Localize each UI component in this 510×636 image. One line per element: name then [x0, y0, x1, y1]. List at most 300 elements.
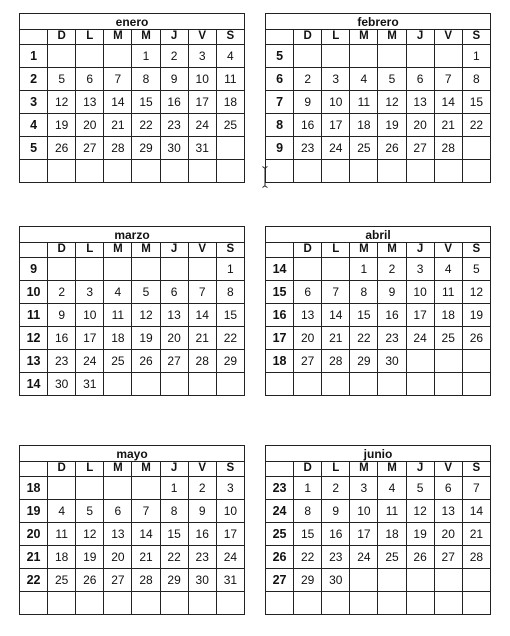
day-cell — [216, 592, 244, 615]
week-row — [266, 258, 491, 281]
week-number: 27 — [266, 569, 294, 592]
week-row — [20, 327, 245, 350]
weekday-header: L — [76, 243, 104, 258]
day-cell: 8 — [132, 68, 160, 91]
day-cell — [188, 373, 216, 396]
weekday-header: L — [322, 462, 350, 477]
week-row — [20, 160, 245, 183]
day-cell: 5 — [132, 281, 160, 304]
day-cell: 7 — [132, 500, 160, 523]
weekday-header: V — [434, 30, 462, 45]
day-cell: 26 — [462, 327, 490, 350]
day-cell — [188, 258, 216, 281]
month-title: abril — [266, 227, 491, 243]
week-row — [266, 373, 491, 396]
day-cell: 19 — [462, 304, 490, 327]
weekday-header: J — [160, 30, 188, 45]
week-number: 2 — [20, 68, 48, 91]
day-cell: 5 — [406, 477, 434, 500]
day-cell: 12 — [378, 91, 406, 114]
day-cell: 23 — [48, 350, 76, 373]
week-number — [266, 160, 294, 183]
day-cell — [350, 45, 378, 68]
day-cell: 6 — [294, 281, 322, 304]
day-cell: 2 — [188, 477, 216, 500]
day-cell — [216, 373, 244, 396]
week-row — [266, 350, 491, 373]
day-cell: 18 — [350, 114, 378, 137]
day-cell: 11 — [216, 68, 244, 91]
day-cell — [104, 373, 132, 396]
day-cell: 4 — [378, 477, 406, 500]
week-row — [266, 592, 491, 615]
day-cell — [48, 160, 76, 183]
day-cell: 17 — [322, 114, 350, 137]
weekday-header: J — [160, 462, 188, 477]
weekday-header: D — [294, 462, 322, 477]
weekday-header: M — [132, 30, 160, 45]
day-cell: 22 — [294, 546, 322, 569]
day-cell: 25 — [378, 546, 406, 569]
week-number: 18 — [266, 350, 294, 373]
weekday-header: M — [104, 30, 132, 45]
day-cell: 27 — [434, 546, 462, 569]
day-cell: 30 — [160, 137, 188, 160]
day-cell: 11 — [350, 91, 378, 114]
day-cell: 13 — [406, 91, 434, 114]
day-cell: 9 — [188, 500, 216, 523]
week-row — [20, 569, 245, 592]
day-cell: 23 — [322, 546, 350, 569]
week-row — [20, 592, 245, 615]
day-cell: 16 — [48, 327, 76, 350]
weekday-header: D — [294, 30, 322, 45]
month-table-febrero — [265, 13, 491, 183]
day-cell: 26 — [406, 546, 434, 569]
week-row — [20, 137, 245, 160]
day-cell: 30 — [322, 569, 350, 592]
day-cell: 17 — [350, 523, 378, 546]
weekday-header: S — [216, 462, 244, 477]
weekday-header: D — [48, 243, 76, 258]
week-row — [20, 373, 245, 396]
day-cell: 25 — [216, 114, 244, 137]
day-cell: 17 — [188, 91, 216, 114]
day-cell: 5 — [48, 68, 76, 91]
day-cell: 30 — [188, 569, 216, 592]
header-corner — [20, 30, 48, 45]
day-cell — [104, 592, 132, 615]
week-number: 11 — [20, 304, 48, 327]
week-row — [266, 137, 491, 160]
day-cell: 15 — [294, 523, 322, 546]
day-cell — [322, 258, 350, 281]
day-cell — [378, 569, 406, 592]
day-cell: 3 — [406, 258, 434, 281]
week-number: 5 — [20, 137, 48, 160]
day-cell: 2 — [322, 477, 350, 500]
day-cell: 7 — [322, 281, 350, 304]
day-cell: 10 — [350, 500, 378, 523]
day-cell — [350, 160, 378, 183]
day-cell: 19 — [132, 327, 160, 350]
day-cell: 26 — [76, 569, 104, 592]
day-cell: 29 — [350, 350, 378, 373]
day-cell — [160, 258, 188, 281]
weekday-header: V — [188, 30, 216, 45]
weekday-header: V — [434, 462, 462, 477]
week-row — [266, 281, 491, 304]
week-number: 17 — [266, 327, 294, 350]
day-cell: 25 — [104, 350, 132, 373]
day-cell: 16 — [322, 523, 350, 546]
week-number — [20, 160, 48, 183]
day-cell — [434, 569, 462, 592]
day-cell: 12 — [132, 304, 160, 327]
day-cell: 23 — [160, 114, 188, 137]
day-cell: 2 — [294, 68, 322, 91]
day-cell — [48, 477, 76, 500]
day-cell: 14 — [462, 500, 490, 523]
day-cell: 9 — [294, 91, 322, 114]
day-cell: 2 — [48, 281, 76, 304]
week-number — [20, 592, 48, 615]
day-cell: 14 — [132, 523, 160, 546]
day-cell — [132, 477, 160, 500]
day-cell: 20 — [406, 114, 434, 137]
weekday-header: D — [48, 30, 76, 45]
week-number: 23 — [266, 477, 294, 500]
day-cell: 16 — [378, 304, 406, 327]
day-cell: 31 — [188, 137, 216, 160]
header-corner — [20, 462, 48, 477]
day-cell: 8 — [294, 500, 322, 523]
day-cell: 18 — [104, 327, 132, 350]
day-cell — [216, 160, 244, 183]
week-row — [266, 91, 491, 114]
day-cell: 6 — [406, 68, 434, 91]
month-title: febrero — [266, 14, 491, 30]
day-cell: 23 — [378, 327, 406, 350]
week-number: 24 — [266, 500, 294, 523]
weekday-header: M — [378, 243, 406, 258]
day-cell: 15 — [132, 91, 160, 114]
day-cell — [406, 45, 434, 68]
day-cell — [48, 258, 76, 281]
week-number: 16 — [266, 304, 294, 327]
day-cell: 7 — [462, 477, 490, 500]
weekday-header: M — [350, 243, 378, 258]
day-cell — [350, 569, 378, 592]
week-number: 18 — [20, 477, 48, 500]
day-cell: 14 — [104, 91, 132, 114]
day-cell: 8 — [350, 281, 378, 304]
day-cell: 31 — [76, 373, 104, 396]
day-cell: 20 — [104, 546, 132, 569]
week-row — [20, 45, 245, 68]
day-cell: 22 — [216, 327, 244, 350]
day-cell: 26 — [132, 350, 160, 373]
month-title: mayo — [20, 446, 245, 462]
day-cell: 6 — [160, 281, 188, 304]
day-cell — [104, 477, 132, 500]
week-row — [266, 45, 491, 68]
day-cell: 3 — [216, 477, 244, 500]
week-row — [20, 258, 245, 281]
day-cell: 10 — [76, 304, 104, 327]
weekday-header: D — [48, 462, 76, 477]
day-cell — [462, 137, 490, 160]
day-cell — [294, 258, 322, 281]
day-cell: 25 — [434, 327, 462, 350]
day-cell: 11 — [48, 523, 76, 546]
day-cell: 19 — [378, 114, 406, 137]
month-table-marzo — [19, 226, 245, 396]
day-cell: 20 — [160, 327, 188, 350]
day-cell — [160, 592, 188, 615]
day-cell: 5 — [378, 68, 406, 91]
day-cell — [76, 592, 104, 615]
day-cell: 21 — [462, 523, 490, 546]
day-cell: 10 — [406, 281, 434, 304]
week-row — [20, 91, 245, 114]
day-cell: 1 — [462, 45, 490, 68]
day-cell: 7 — [104, 68, 132, 91]
day-cell: 27 — [76, 137, 104, 160]
weekday-header: L — [76, 462, 104, 477]
weekday-header: J — [160, 243, 188, 258]
week-number: 13 — [20, 350, 48, 373]
day-cell — [76, 160, 104, 183]
day-cell — [294, 592, 322, 615]
day-cell: 29 — [132, 137, 160, 160]
day-cell: 13 — [434, 500, 462, 523]
day-cell — [406, 373, 434, 396]
week-number: 5 — [266, 45, 294, 68]
day-cell: 28 — [104, 137, 132, 160]
day-cell: 10 — [188, 68, 216, 91]
week-row — [20, 304, 245, 327]
day-cell: 18 — [216, 91, 244, 114]
day-cell — [434, 592, 462, 615]
week-row — [266, 500, 491, 523]
day-cell: 21 — [132, 546, 160, 569]
day-cell: 18 — [48, 546, 76, 569]
weekday-header: M — [104, 462, 132, 477]
week-row — [266, 160, 491, 183]
day-cell: 24 — [216, 546, 244, 569]
day-cell: 24 — [406, 327, 434, 350]
day-cell — [406, 350, 434, 373]
week-row — [266, 523, 491, 546]
day-cell: 1 — [160, 477, 188, 500]
day-cell — [434, 45, 462, 68]
day-cell: 20 — [294, 327, 322, 350]
day-cell: 24 — [322, 137, 350, 160]
day-cell: 15 — [350, 304, 378, 327]
day-cell: 4 — [434, 258, 462, 281]
day-cell: 16 — [188, 523, 216, 546]
day-cell: 27 — [294, 350, 322, 373]
day-cell — [188, 160, 216, 183]
week-row — [20, 68, 245, 91]
day-cell: 14 — [188, 304, 216, 327]
month-title: enero — [20, 14, 245, 30]
day-cell: 5 — [76, 500, 104, 523]
day-cell — [350, 373, 378, 396]
week-number: 1 — [20, 45, 48, 68]
weekday-header: M — [350, 462, 378, 477]
day-cell: 2 — [378, 258, 406, 281]
day-cell: 17 — [76, 327, 104, 350]
day-cell: 30 — [48, 373, 76, 396]
day-cell: 18 — [378, 523, 406, 546]
week-row — [20, 500, 245, 523]
day-cell: 22 — [462, 114, 490, 137]
day-cell: 24 — [350, 546, 378, 569]
day-cell: 20 — [76, 114, 104, 137]
day-cell: 8 — [160, 500, 188, 523]
day-cell — [378, 160, 406, 183]
month-table-junio — [265, 445, 491, 615]
week-row — [266, 327, 491, 350]
header-corner — [266, 462, 294, 477]
month-title: junio — [266, 446, 491, 462]
day-cell: 12 — [48, 91, 76, 114]
week-number: 26 — [266, 546, 294, 569]
day-cell — [322, 373, 350, 396]
day-cell: 29 — [216, 350, 244, 373]
header-corner — [266, 30, 294, 45]
week-row — [20, 477, 245, 500]
day-cell — [406, 160, 434, 183]
day-cell: 12 — [406, 500, 434, 523]
day-cell: 19 — [76, 546, 104, 569]
week-number — [266, 592, 294, 615]
day-cell: 16 — [294, 114, 322, 137]
day-cell: 28 — [188, 350, 216, 373]
day-cell: 3 — [76, 281, 104, 304]
day-cell: 27 — [160, 350, 188, 373]
day-cell: 10 — [322, 91, 350, 114]
week-number: 7 — [266, 91, 294, 114]
day-cell: 24 — [188, 114, 216, 137]
weekday-header: J — [406, 30, 434, 45]
day-cell: 5 — [462, 258, 490, 281]
day-cell — [322, 160, 350, 183]
day-cell — [462, 592, 490, 615]
weekday-header: L — [322, 243, 350, 258]
day-cell — [462, 160, 490, 183]
day-cell: 8 — [462, 68, 490, 91]
day-cell: 11 — [104, 304, 132, 327]
day-cell — [434, 373, 462, 396]
day-cell: 28 — [434, 137, 462, 160]
day-cell: 15 — [216, 304, 244, 327]
day-cell: 13 — [160, 304, 188, 327]
day-cell — [322, 45, 350, 68]
weekday-header: M — [104, 243, 132, 258]
month-table-abril — [265, 226, 491, 396]
text-cursor-icon — [262, 166, 268, 188]
day-cell — [378, 373, 406, 396]
day-cell: 28 — [322, 350, 350, 373]
day-cell — [216, 137, 244, 160]
day-cell: 28 — [462, 546, 490, 569]
weekday-header: M — [378, 462, 406, 477]
day-cell: 7 — [188, 281, 216, 304]
week-row — [266, 68, 491, 91]
day-cell: 26 — [48, 137, 76, 160]
day-cell: 25 — [350, 137, 378, 160]
day-cell — [322, 592, 350, 615]
day-cell — [462, 373, 490, 396]
day-cell: 13 — [294, 304, 322, 327]
day-cell — [76, 45, 104, 68]
day-cell — [76, 258, 104, 281]
week-number: 20 — [20, 523, 48, 546]
day-cell: 8 — [216, 281, 244, 304]
weekday-header: S — [462, 462, 490, 477]
day-cell: 22 — [160, 546, 188, 569]
day-cell: 29 — [294, 569, 322, 592]
day-cell: 26 — [378, 137, 406, 160]
day-cell — [48, 45, 76, 68]
day-cell — [188, 592, 216, 615]
week-number: 9 — [266, 137, 294, 160]
week-number: 19 — [20, 500, 48, 523]
day-cell: 11 — [434, 281, 462, 304]
week-row — [266, 569, 491, 592]
weekday-header: S — [216, 30, 244, 45]
week-number: 21 — [20, 546, 48, 569]
day-cell: 23 — [294, 137, 322, 160]
day-cell — [294, 373, 322, 396]
week-number: 25 — [266, 523, 294, 546]
day-cell: 6 — [76, 68, 104, 91]
day-cell: 9 — [160, 68, 188, 91]
day-cell: 13 — [104, 523, 132, 546]
day-cell — [76, 477, 104, 500]
day-cell: 3 — [322, 68, 350, 91]
day-cell: 19 — [48, 114, 76, 137]
day-cell: 16 — [160, 91, 188, 114]
day-cell: 15 — [462, 91, 490, 114]
day-cell: 3 — [188, 45, 216, 68]
header-corner — [266, 243, 294, 258]
day-cell: 17 — [216, 523, 244, 546]
day-cell — [160, 160, 188, 183]
weekday-header: V — [434, 243, 462, 258]
day-cell: 31 — [216, 569, 244, 592]
week-number: 22 — [20, 569, 48, 592]
week-row — [20, 523, 245, 546]
day-cell: 22 — [350, 327, 378, 350]
day-cell — [104, 160, 132, 183]
weekday-header: S — [462, 30, 490, 45]
day-cell — [48, 592, 76, 615]
month-title: marzo — [20, 227, 245, 243]
week-row — [20, 350, 245, 373]
day-cell — [132, 160, 160, 183]
day-cell: 23 — [188, 546, 216, 569]
day-cell: 1 — [132, 45, 160, 68]
day-cell: 21 — [434, 114, 462, 137]
weekday-header: J — [406, 462, 434, 477]
day-cell: 29 — [160, 569, 188, 592]
day-cell — [104, 258, 132, 281]
day-cell: 9 — [48, 304, 76, 327]
